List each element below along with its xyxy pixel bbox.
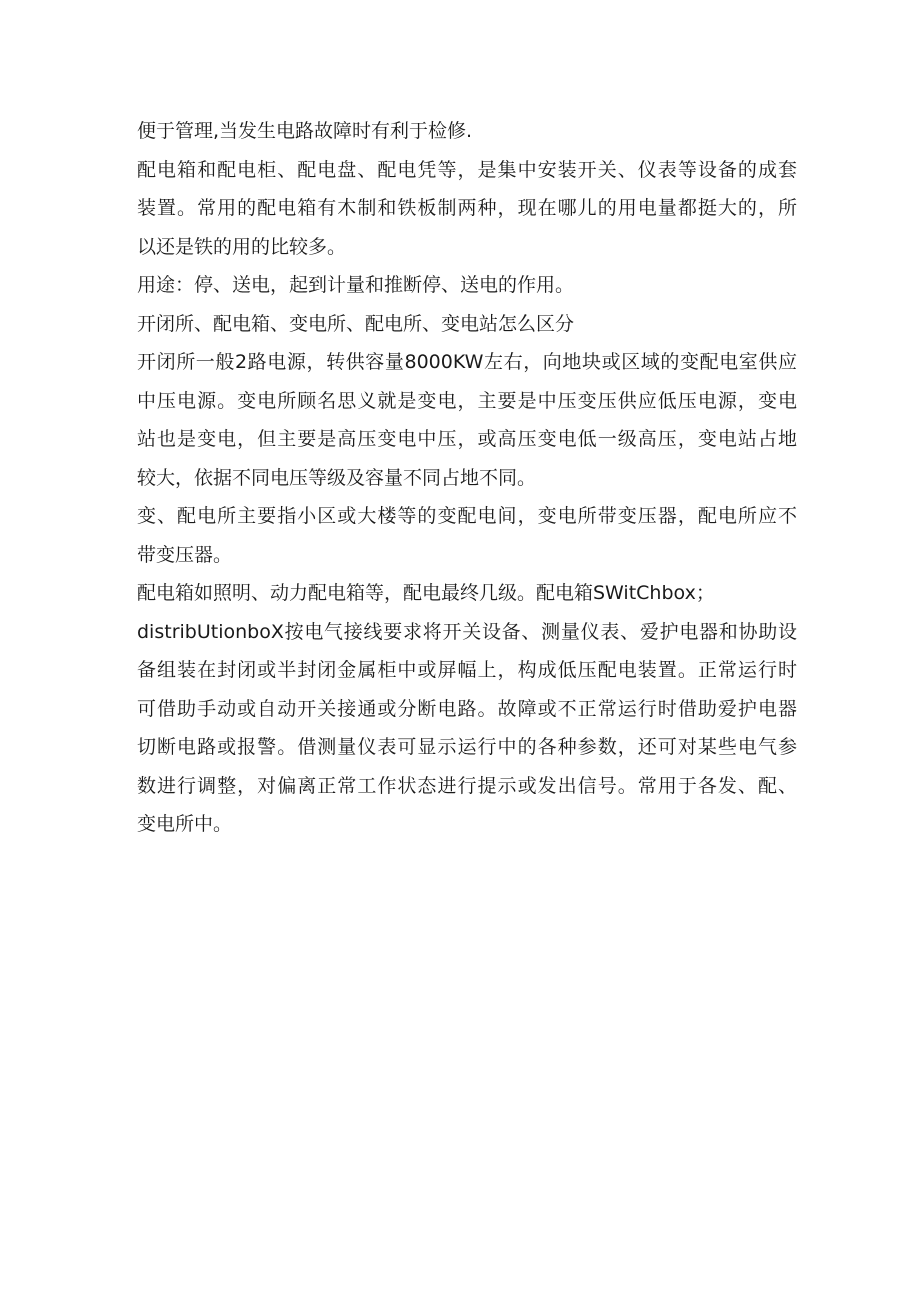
text-line: 开闭所、配电箱、变电所、配电所、变电站怎么区分 bbox=[137, 312, 575, 335]
text-line: 变电所中。 bbox=[137, 813, 233, 835]
text-line: 切断电路或报警。借测量仪表可显示运行中的各种参数，还可对某些电气参 bbox=[137, 736, 797, 758]
text-line: 较大，依据不同电压等级及容量不同占地不同。 bbox=[137, 466, 537, 489]
text-line: 站也是变电，但主要是高压变电中压，或高压变电低一级高压，变电站占地 bbox=[137, 428, 797, 450]
document-body bbox=[137, 112, 797, 844]
text-line: 配电箱和配电柜、配电盘、配电凭等，是集中安装开关、仪表等设备的成套 bbox=[137, 158, 797, 181]
text-line: distribUtionboX按电气接线要求将开关设备、测量仪表、爱护电器和协助设 bbox=[137, 620, 797, 643]
text-line: 中压电源。变电所顾名思义就是变电，主要是中压变压供应低压电源，变电 bbox=[137, 389, 797, 412]
text-line: 开闭所一般2路电源，转供容量8000KW左右，向地块或区域的变配电室供应 bbox=[137, 351, 797, 373]
text-line: 用途：停、送电，起到计量和推断停、送电的作用。 bbox=[137, 274, 575, 296]
text-line: 数进行调整，对偏离正常工作状态进行提示或发出信号。常用于各发、配、 bbox=[137, 774, 797, 797]
text-line: 可借助手动或自动开关接通或分断电路。故障或不正常运行时借助爱护电器 bbox=[137, 697, 797, 720]
text-line: 备组装在封闭或半封闭金属柜中或屏幅上，构成低压配电装置。正常运行时 bbox=[137, 659, 797, 681]
text-line: 装置。常用的配电箱有木制和铁板制两种，现在哪儿的用电量都挺大的，所 bbox=[137, 197, 797, 219]
text-line: 变、配电所主要指小区或大楼等的变配电间，变电所带变压器，配电所应不 bbox=[137, 505, 797, 527]
text-line: 便于管理,当发生电路故障时有利于检修. bbox=[137, 120, 473, 142]
text-line: 配电箱如照明、动力配电箱等，配电最终几级。配电箱SWitChbox； bbox=[137, 582, 715, 604]
text-line: 带变压器。 bbox=[137, 543, 233, 566]
text-line: 以还是铁的用的比较多。 bbox=[137, 235, 347, 258]
